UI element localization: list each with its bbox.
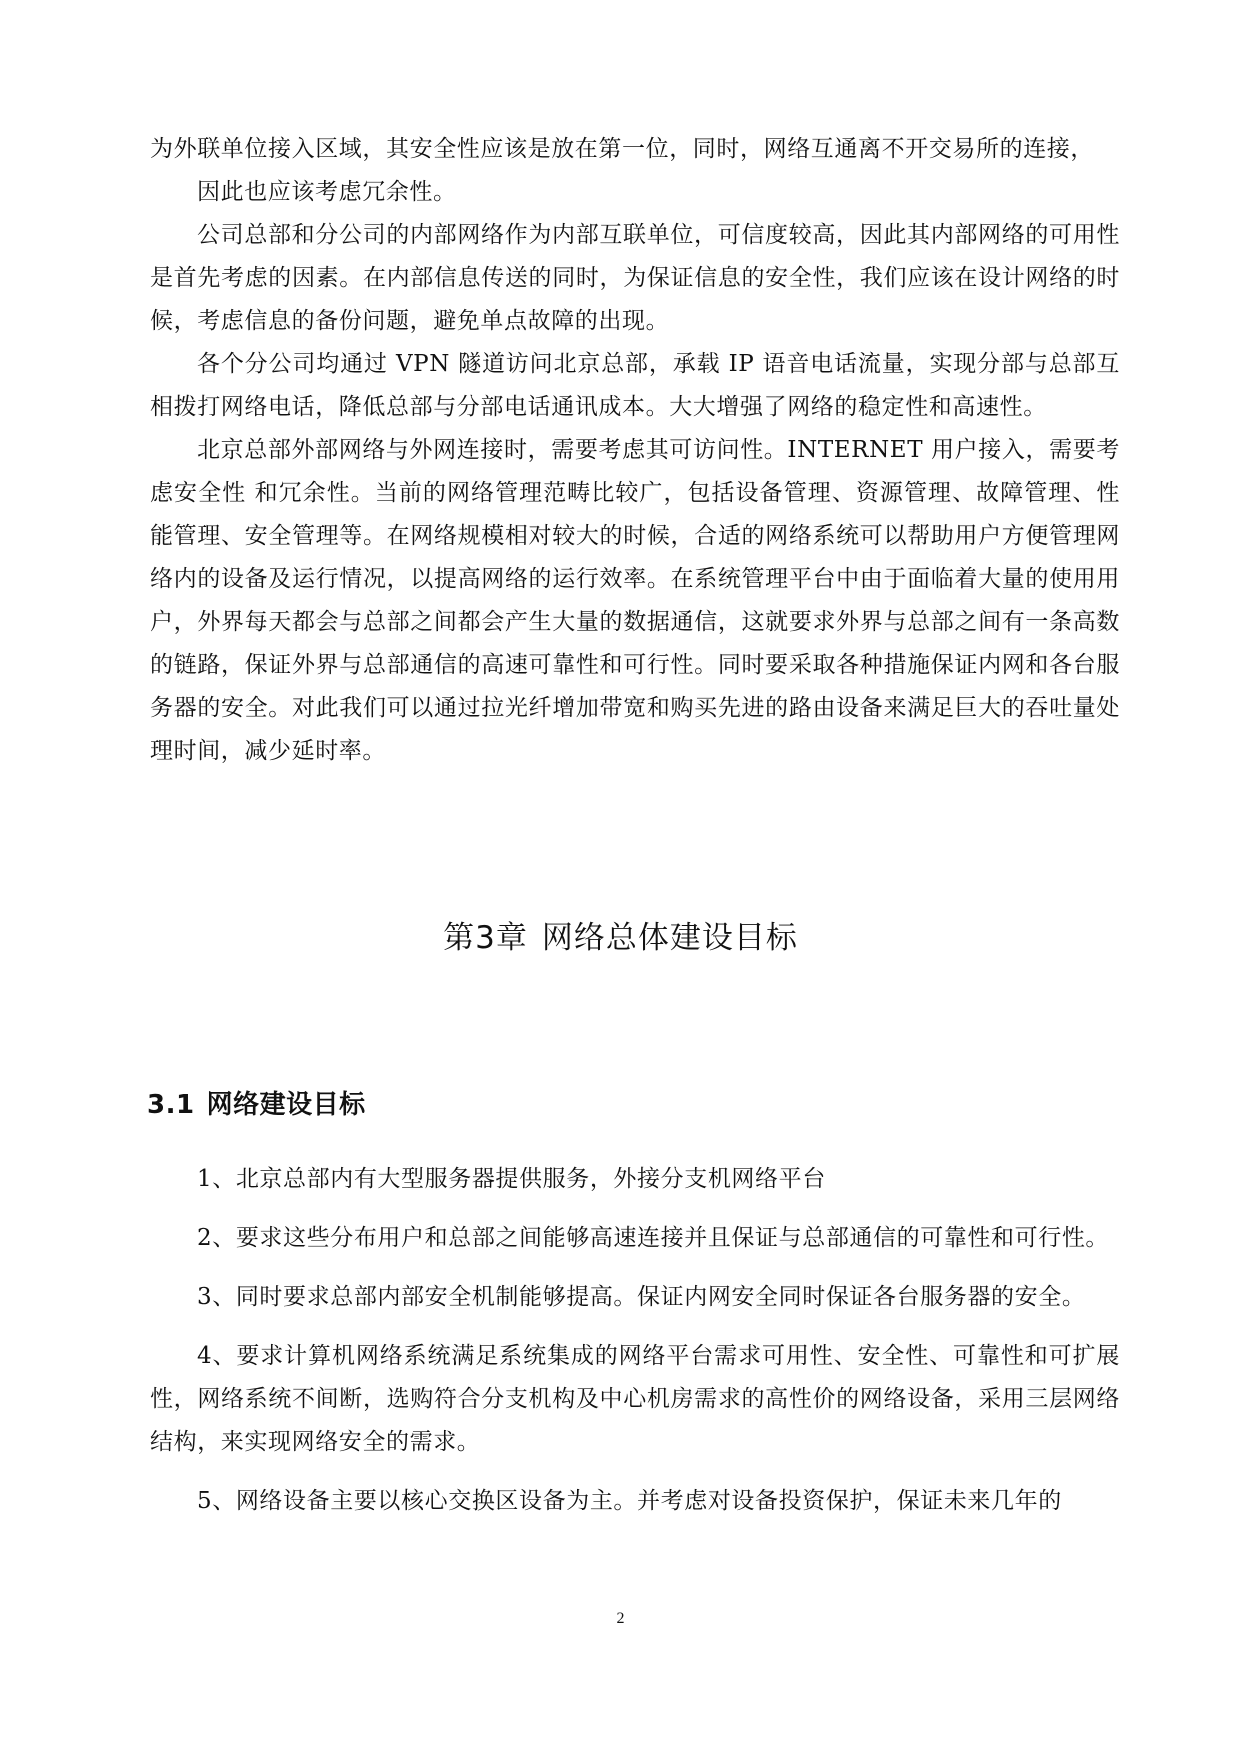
goal-item: 5、网络设备主要以核心交换区设备为主。并考虑对设备投资保护，保证未来几年的 bbox=[197, 1488, 1062, 1514]
paragraph-redundancy: 因此也应该考虑冗余性。 bbox=[197, 179, 457, 205]
body-text bbox=[150, 128, 1120, 773]
goal-item: 2、要求这些分布用户和总部之间能够高速连接并且保证与总部通信的可靠性和可行性。 bbox=[197, 1225, 1110, 1251]
goal-list bbox=[150, 1158, 1120, 1539]
paragraph-vpn: 各个分公司均通过 VPN 隧道访问北京总部，承载 IP 语音电话流量，实现分部与总部互相拨打网络电话，降低总部与分部电话通讯成本。大大增强了网络的稳定性和高速性。 bbox=[150, 351, 1120, 420]
chapter-heading bbox=[0, 918, 1241, 958]
goal-item: 1、北京总部内有大型服务器提供服务，外接分支机网络平台 bbox=[197, 1166, 826, 1192]
paragraph-external-network: 北京总部外部网络与外网连接时，需要考虑其可访问性。INTERNET 用户接入，需要考虑安全性 和冗余性。当前的网络管理范畴比较广，包括设备管理、资源管理、故障管理、性能管理、安全管理等。在网络规模相对较大的时候，合适的网络系统可以帮助用户方便管理网络内的设备及运行情况，以提高网络的运行效率。在系统管理平台中由于面临着大量的使用用户，外界每天都会与总部之间都会产生大量的数据通信，这就要求外界与总部之间有一条高数的链路，保证外界与总部通信的高速可靠性和可行性。同时要采取各种措施保证内网和各台服务器的安全。对此我们可以通过拉光纤增加带宽和购买先进的路由设备来满足巨大的吞吐量处理时间，减少延时率。 bbox=[150, 437, 1120, 764]
page-number: 2 bbox=[616, 1610, 625, 1627]
section-heading bbox=[147, 1087, 366, 1123]
chapter-title: 网络总体建设目标 bbox=[541, 920, 798, 956]
chapter-number: 第3章 bbox=[443, 920, 528, 956]
section-number: 3.1 bbox=[147, 1090, 195, 1120]
goal-item: 3、同时要求总部内部安全机制能够提高。保证内网安全同时保证各台服务器的安全。 bbox=[197, 1284, 1086, 1310]
section-title: 网络建设目标 bbox=[206, 1090, 366, 1120]
paragraph-internal-network: 公司总部和分公司的内部网络作为内部互联单位，可信度较高，因此其内部网络的可用性是首先考虑的因素。在内部信息传送的同时，为保证信息的安全性，我们应该在设计网络的时候，考虑信息的备份问题，避免单点故障的出现。 bbox=[150, 222, 1120, 334]
goal-item: 4、要求计算机网络系统满足系统集成的网络平台需求可用性、安全性、可靠性和可扩展性，网络系统不间断，选购符合分支机构及中心机房需求的高性价的网络设备，采用三层网络结构，来实现网络安全的需求。 bbox=[150, 1343, 1120, 1455]
paragraph-continuation: 为外联单位接入区域，其安全性应该是放在第一位，同时，网络互通离不开交易所的连接， bbox=[150, 136, 1094, 162]
